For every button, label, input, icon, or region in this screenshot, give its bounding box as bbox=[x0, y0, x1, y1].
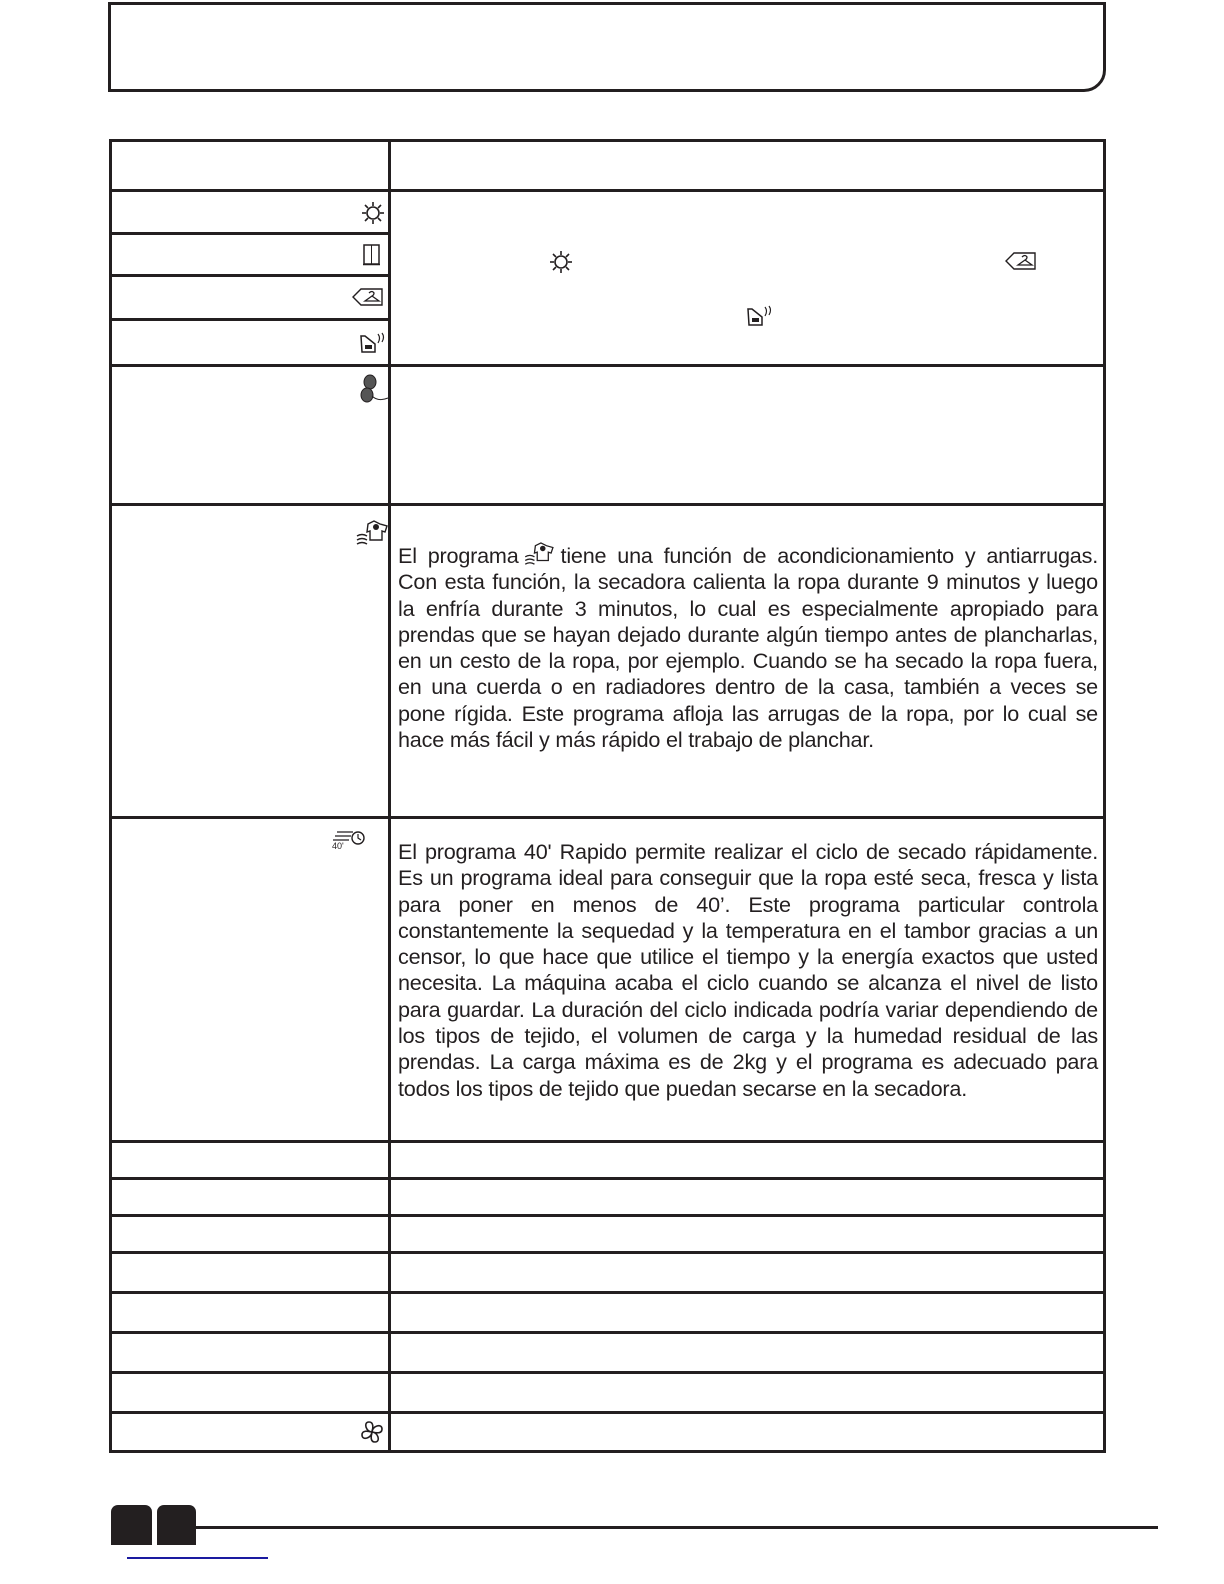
row-divider bbox=[109, 232, 390, 235]
table-border bbox=[109, 1450, 1106, 1453]
row-divider bbox=[109, 1371, 1106, 1374]
quick-program-description: El programa 40' Rapido permite realizar el ciclo de secado rápidamente. Es un programa ideal para conseguir que la ropa esté seca, fresca y lista para poner en menos de 40’. Este programa particular controla constantemente la sequedad y la temperatura en el tambor gracias a un censor, lo que hace que utilice el tiempo y la energía exactos que usted necesita. La máquina acaba el ciclo cuando se alcanza el nivel de listo para guardar. La duración del ciclo indicada podría variar dependiendo de los tipos de tejido, el volumen de carga y la humedad residual de las prendas. La carga máxima es de 2kg y el programa es adecuado para todos los tipos de tejido que puedan secarse en la secadora. bbox=[398, 839, 1098, 1101]
hanger-tag-icon bbox=[352, 288, 384, 306]
row-divider bbox=[109, 1331, 1106, 1334]
refresh-program-description bbox=[398, 542, 1098, 753]
wool-icon bbox=[358, 374, 390, 404]
row-divider bbox=[109, 189, 1106, 192]
footer-rule bbox=[196, 1526, 1158, 1529]
sun-icon bbox=[361, 201, 385, 225]
shirt-refresh-icon bbox=[523, 542, 557, 566]
sun-icon bbox=[549, 250, 573, 274]
iron-icon bbox=[359, 332, 387, 354]
row-divider bbox=[109, 364, 1106, 367]
row-divider bbox=[109, 1140, 1106, 1143]
description-text: El programa bbox=[398, 543, 519, 568]
column-divider bbox=[388, 139, 391, 1453]
row-divider bbox=[109, 1214, 1106, 1217]
page-number-tab bbox=[111, 1505, 152, 1545]
table-border bbox=[109, 139, 1106, 142]
table-border bbox=[1103, 139, 1106, 1453]
hanger-tag-icon bbox=[1005, 252, 1037, 270]
description-text: tiene una función de acondicionamiento y antiarrugas. Con esta función, la secadora calienta la ropa durante 9 minutos y luego la enfría durante 3 minutos, lo cual es especialmente apropiado para prendas que se hayan dejado durante algún tiempo antes de plancharlas, en un cesto de la ropa, por ejemplo. Cuando se ha secado la ropa fuera, en una cuerda o en radiadores dentro de la casa, también a veces se pone rígida. Este programa afloja las arrugas de la ropa, por lo cual se hace más fácil y más rápido el trabajo de planchar. bbox=[398, 543, 1098, 753]
row-divider bbox=[109, 1251, 1106, 1254]
row-divider bbox=[109, 1291, 1106, 1294]
iron-icon bbox=[746, 305, 774, 327]
page-header-box bbox=[108, 2, 1106, 92]
table-border bbox=[109, 139, 112, 1453]
svg-text:40': 40' bbox=[332, 841, 344, 850]
wardrobe-icon bbox=[362, 244, 382, 266]
forty-min-quick-icon bbox=[331, 828, 365, 850]
shirt-refresh-icon bbox=[356, 520, 390, 546]
row-divider bbox=[109, 1411, 1106, 1414]
row-divider bbox=[109, 816, 1106, 819]
row-divider bbox=[109, 503, 1106, 506]
fan-icon bbox=[360, 1420, 384, 1444]
footer-link-underline[interactable] bbox=[127, 1557, 268, 1559]
row-divider bbox=[109, 1177, 1106, 1180]
page-number-tab bbox=[157, 1505, 196, 1545]
row-divider bbox=[109, 274, 390, 277]
row-divider bbox=[109, 318, 390, 321]
